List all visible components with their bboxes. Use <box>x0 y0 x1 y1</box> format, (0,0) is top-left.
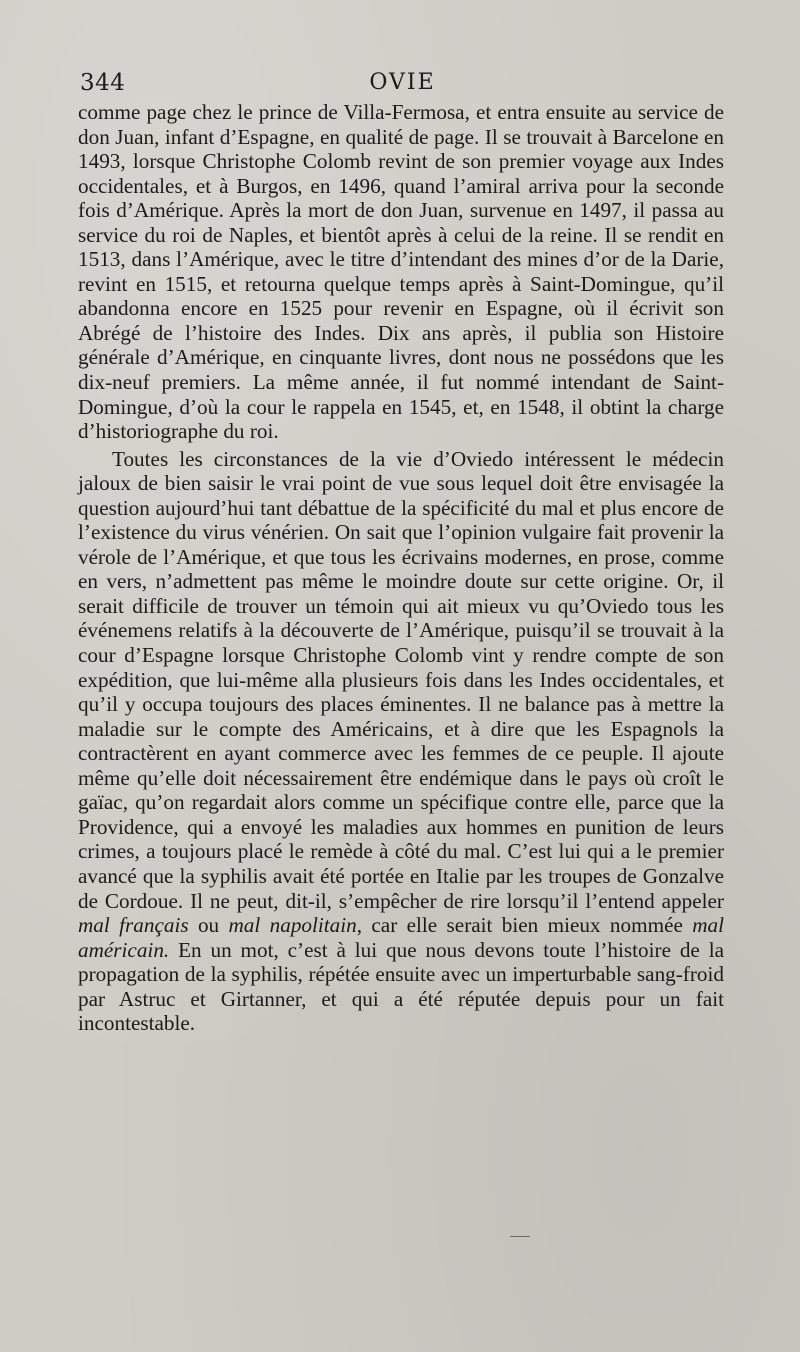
italic-term-mal-napolitain: mal napolitain <box>228 913 357 938</box>
text-segment: comme page chez le prince de Villa-Fermosa, et entra ensuite au service de don Juan, infant d’Espagne, en qualité de page. Il se trouvait à Barcelone en 1493, lorsque Christophe Colomb revint de son premier voyage aux Indes occidentales, et à Burgos, en 1496, quand l’amiral arriva pour la seconde fois d’Amérique. Après la mort de don Juan, survenue en 1497, il passa au service du roi de Naples, et bientôt après à celui de la reine. Il se rendit en 1513, dans l’Amérique, avec le titre d’intendant des mines d’or de la Darie, revint en 1515, et retourna quelque temps après à Saint-Domingue, qu’il abandonna encore en 1525 pour revenir en Espagne, où il écrivit son Abrégé de l’histoire des Indes. Dix ans après, il publia son Histoire générale d’Amérique, en cinquante livres, dont nous ne possédons que les dix-neuf premiers. La même année, il fut nommé intendant de Saint-Domingue, d’où la cour le rappela en 1545, et, en 1548, il obtint la charge d’historiographe du roi. <box>78 100 724 444</box>
paragraph-continued <box>78 100 724 444</box>
text-segment: ou <box>188 913 229 938</box>
body-text <box>78 100 724 1036</box>
page-header <box>80 70 725 100</box>
paragraph-oviedo-circumstances <box>78 447 724 1036</box>
text-segment: Toutes les circonstances de la vie d’Oviedo intéressent le médecin jaloux de bien saisir le vrai point de vue sous lequel doit être envisagée la question aujourd’hui tant débattue de la spécificité du mal et plus encore de l’existence du virus vénérien. On sait que l’opinion vulgaire fait provenir la vérole de l’Amérique, et que tous les écrivains modernes, en prose, comme en vers, n’admettent pas même le moindre doute sur cette origine. Or, il serait difficile de trouver un témoin qui ait mieux vu qu’Oviedo tous les événemens relatifs à la découverte de l’Amérique, puisqu’il se trouvait à la cour d’Espagne lorsque Christophe Colomb vint y rendre compte de son expédition, que lui-même alla plusieurs fois dans les Indes occidentales, et qu’il y occupa toujours des places éminentes. Il ne balance pas à mettre la maladie sur le compte des Américains, et à dire que les Espagnols la contractèrent en ayant commerce avec les femmes de ce peuple. Il ajoute même qu’elle doit nécessairement être endémique dans le pays où croît le gaïac, qu’on regardait alors comme un spécifique contre elle, parce que la Providence, qui a envoyé les maladies aux hommes en punition de leurs crimes, a toujours placé le remède à côté du mal. C’est lui qui a le premier avancé que la syphilis avait été portée en Italie par les troupes de Gonzalve de Cordoue. Il ne peut, dit-il, s’empêcher de rire lorsqu’il l’entend appeler <box>78 446 724 913</box>
italic-term-mal-americain: mal américain. <box>78 913 725 962</box>
text-segment: En un mot, c’est à lui que nous devons toute l’histoire de la propagation de la syphilis, répétée ensuite avec un imperturbable sang-froid par Astruc et Girtanner, et qui a été réputée depuis pour un fait incontestable. <box>78 937 724 1036</box>
italic-term-mal-francais: mal français <box>78 913 189 938</box>
footer-rule <box>510 1236 530 1237</box>
page-number: 344 <box>80 70 126 96</box>
running-head: OVIE <box>369 70 436 95</box>
text-segment: , car elle serait bien mieux nommée <box>356 913 693 938</box>
